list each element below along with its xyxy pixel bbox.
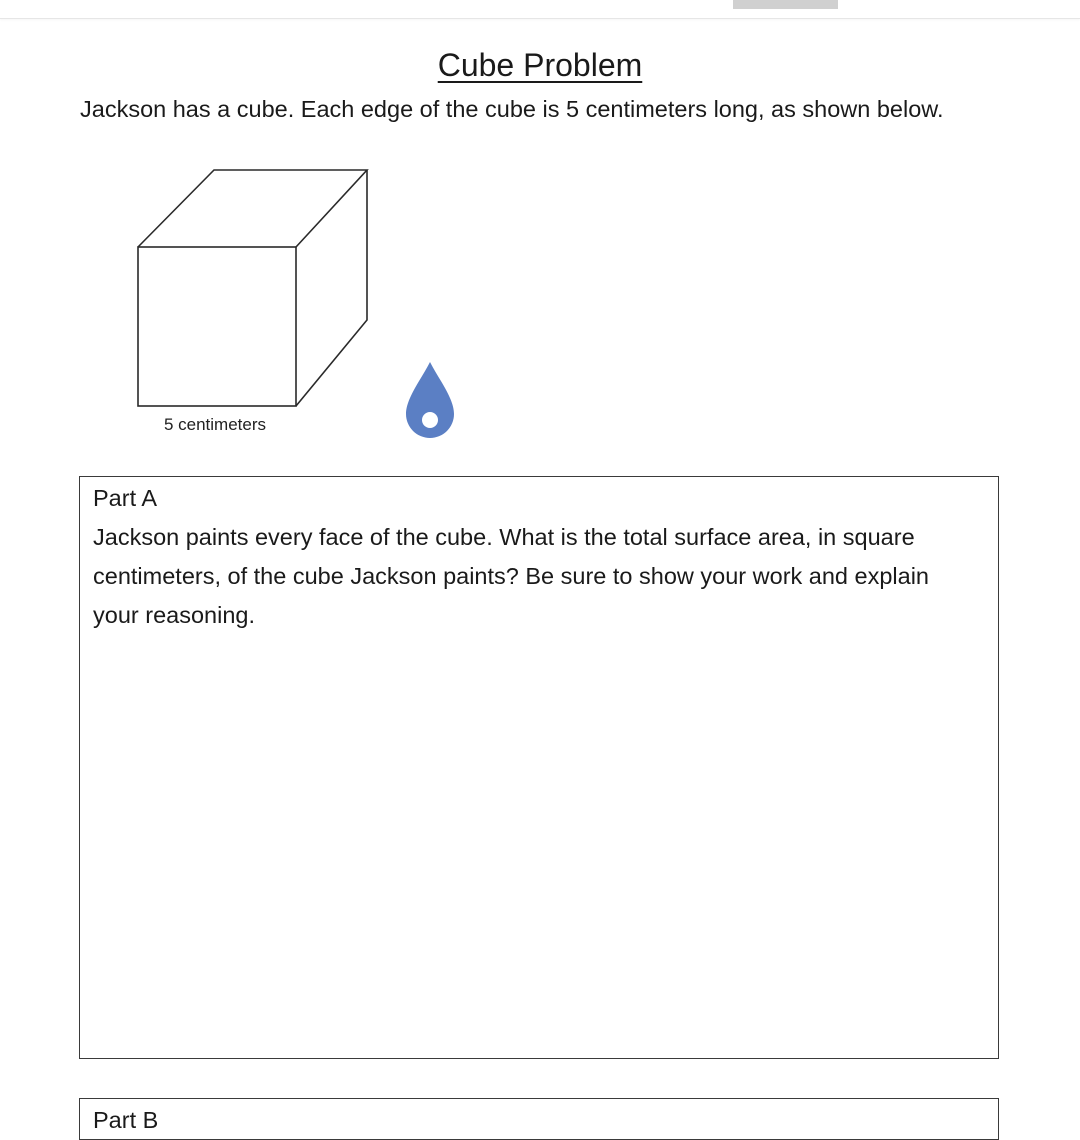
scrollbar-thumb[interactable] [733, 0, 838, 9]
water-drop-icon[interactable] [400, 356, 460, 447]
page-title-text: Cube Problem [437, 47, 643, 83]
cube-top-face [138, 170, 367, 247]
cube-drawing [120, 160, 410, 450]
part-a-answer-box[interactable] [79, 476, 999, 1059]
cube-side-face [296, 170, 367, 406]
drop-marker-shape [400, 356, 460, 442]
edge-length-label: 5 centimeters [163, 415, 267, 434]
part-b-answer-box[interactable] [79, 1098, 999, 1140]
viewer-top-edge [0, 0, 1080, 19]
cube-front-face [138, 247, 296, 406]
part-b-title: Part B [93, 1107, 159, 1133]
cube-figure [120, 160, 410, 455]
intro-paragraph: Jackson has a cube. Each edge of the cube is 5 centimeters long, as shown below. [80, 96, 944, 122]
part-a-title: Part A [93, 485, 158, 511]
page-title [0, 44, 1080, 86]
part-a-question: Jackson paints every face of the cube. What is the total surface area, in square centimeters, of the cube Jackson paints? Be sure to show your work and explain your reasoning. [93, 524, 930, 628]
